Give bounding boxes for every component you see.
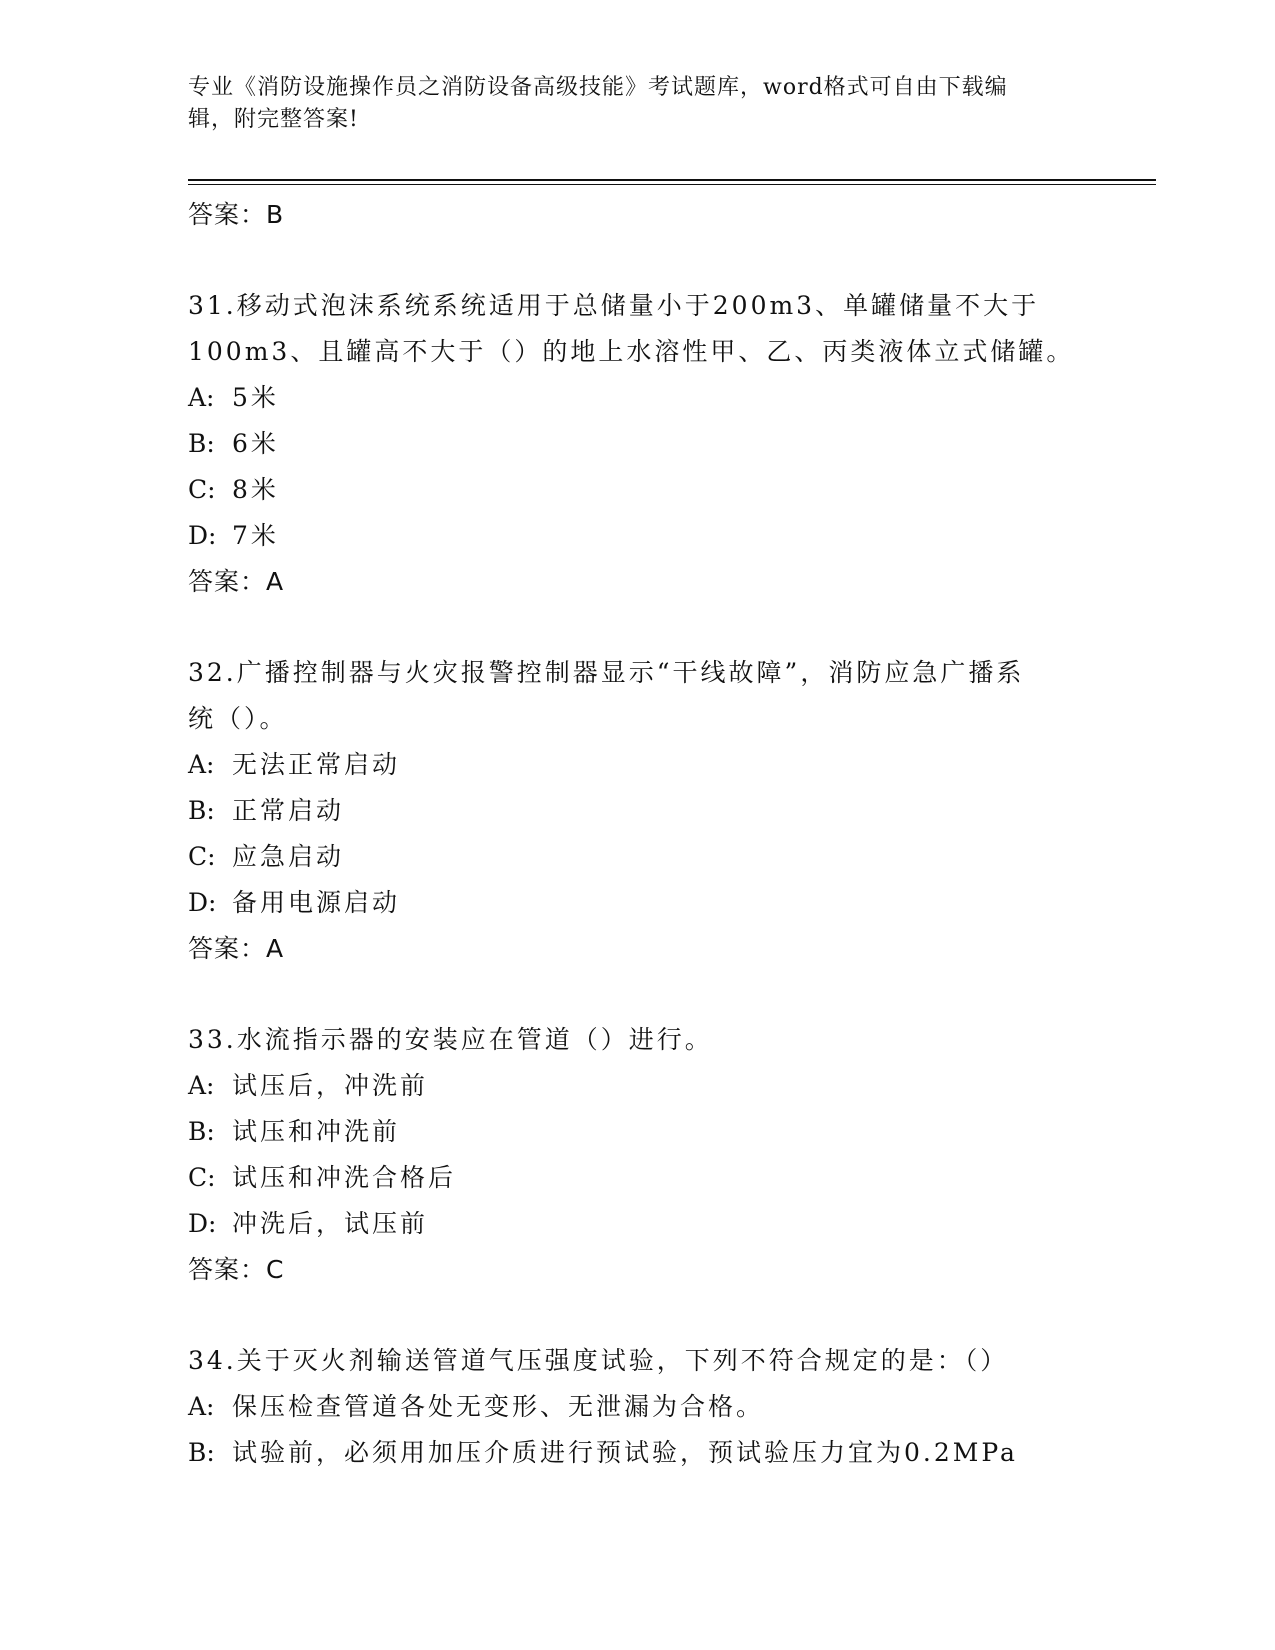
question-34 [188,1338,1088,1476]
header-rule-thick [188,179,1156,181]
question-31 [188,283,1088,605]
question-31-option-a: A: 5米 [188,383,279,412]
question-31-option-d: D: 7米 [188,521,279,550]
header-line-2: 辑，附完整答案! [188,107,359,132]
question-31-line-2: 100m3、且罐高不大于（）的地上水溶性甲、乙、丙类液体立式储罐。 [188,337,1075,366]
document-header [188,72,1088,136]
question-33-line-1: 33.水流指示器的安装应在管道（）进行。 [188,1025,713,1054]
header-rule-thin [188,184,1156,185]
question-32-line-1: 32.广播控制器与火灾报警控制器显示“干线故障”，消防应急广播系 [188,658,1025,687]
question-32-option-c: C: 应急启动 [188,842,345,871]
question-32-line-2: 统（）。 [188,704,288,733]
question-32-answer: 答案：A [188,934,285,963]
question-33-option-d: D: 冲洗后，试压前 [188,1209,429,1238]
answer-previous: 答案：B [188,200,285,229]
question-33-answer: 答案：C [188,1255,285,1284]
question-33-option-c: C: 试压和冲洗合格后 [188,1163,457,1192]
question-34-option-a: A: 保压检查管道各处无变形、无泄漏为合格。 [188,1392,765,1421]
question-33-option-a: A: 试压后，冲洗前 [188,1071,429,1100]
question-31-answer: 答案：A [188,567,285,596]
question-31-option-b: B: 6米 [188,429,279,458]
question-33 [188,1017,1088,1293]
question-32-option-d: D: 备用电源启动 [188,888,401,917]
question-32 [188,650,1088,972]
question-32-option-b: B: 正常启动 [188,796,345,825]
header-line-1: 专业《消防设施操作员之消防设备高级技能》考试题库，word格式可自由下载编 [188,75,1008,100]
question-34-line-1: 34.关于灭火剂输送管道气压强度试验，下列不符合规定的是：（） [188,1346,1009,1375]
question-31-line-1: 31.移动式泡沫系统系统适用于总储量小于200m3、单罐储量不大于 [188,291,1040,320]
question-32-option-a: A: 无法正常启动 [188,750,401,779]
question-31-option-c: C: 8米 [188,475,279,504]
question-34-option-b: B: 试验前，必须用加压介质进行预试验，预试验压力宜为0.2MPa [188,1438,1018,1467]
question-33-option-b: B: 试压和冲洗前 [188,1117,401,1146]
question-list [188,192,1088,1476]
